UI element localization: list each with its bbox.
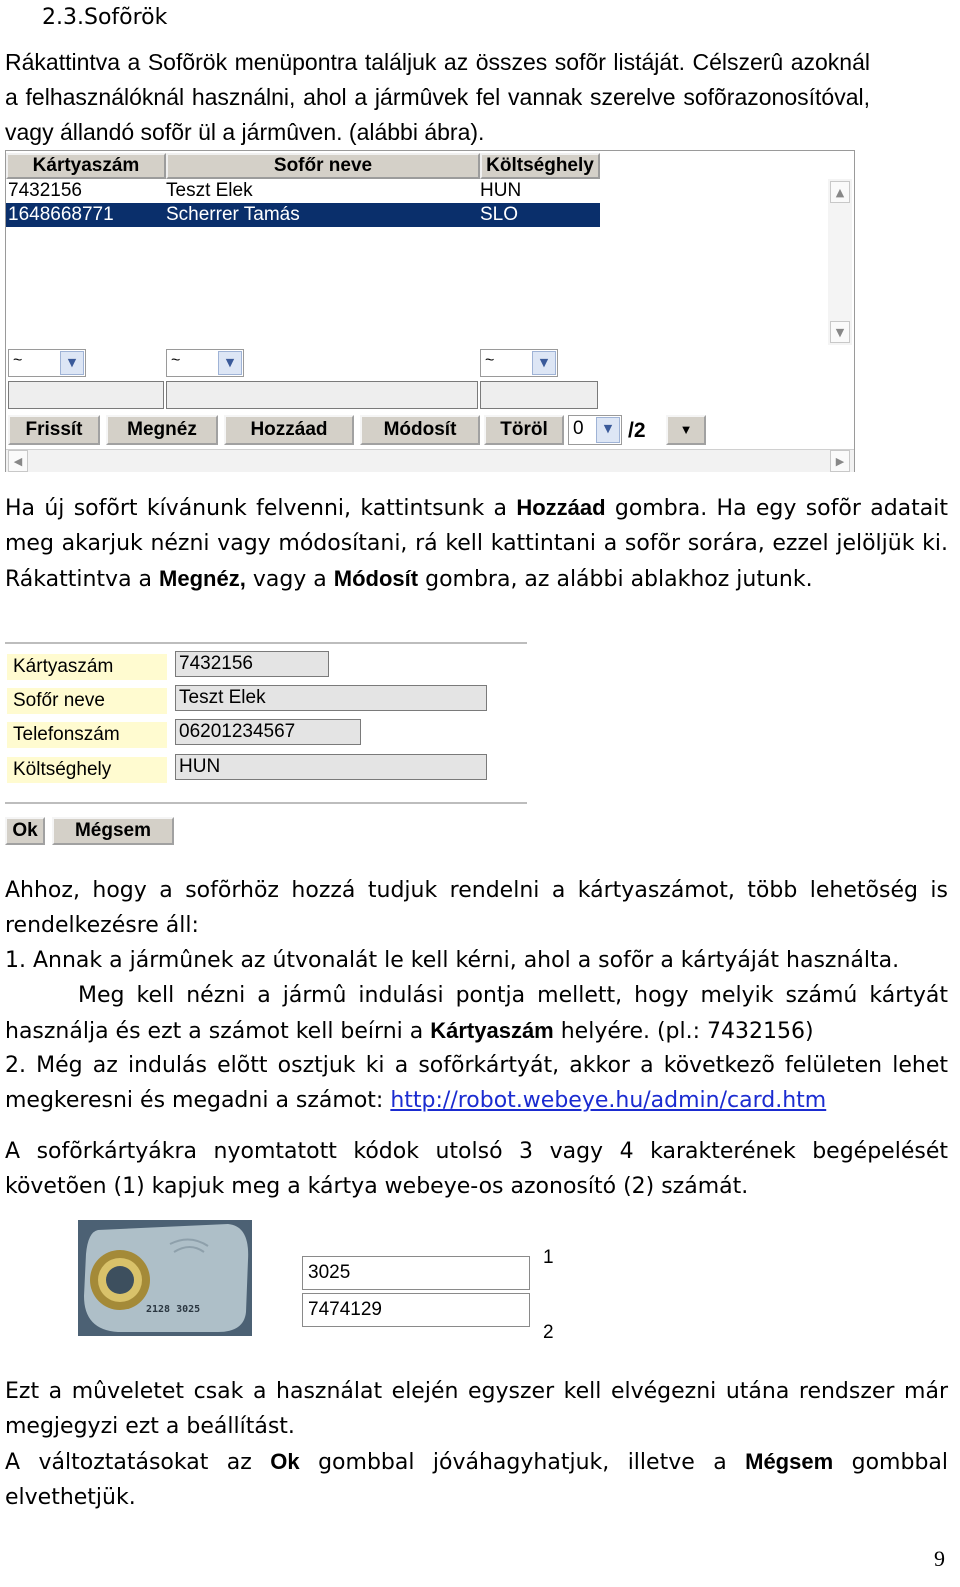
filter-cost-input[interactable] (480, 381, 598, 409)
label-card: Kártyaszám (7, 654, 167, 680)
column-header-card[interactable]: Kártyaszám (6, 153, 166, 179)
label-phone: Telefonszám (7, 722, 167, 748)
phone-field[interactable]: 06201234567 (175, 719, 361, 745)
filter-card-select[interactable] (8, 349, 86, 377)
page-number: 9 (934, 1546, 945, 1571)
page-total: /2 (628, 419, 646, 442)
filter-cost-select[interactable] (480, 349, 558, 377)
driver-name-field[interactable]: Teszt Elek (175, 685, 487, 711)
paragraph-2: Ha új sofõrt kívánunk felvenni, kattintsunk a Hozzáad gombra. Ha egy sofõr adatait meg akarjuk nézni vagy módosítani, rá kell kattintani a sofõr sorára, ezzel jelöljük ki. Rákattintva a Megnéz, vagy a Módosít gombra, az alábbi ablakhoz jutunk. (5, 495, 948, 592)
driver-list-grid (5, 150, 855, 472)
page-current: 0 (573, 418, 584, 439)
cost-center-field[interactable]: HUN (175, 754, 487, 780)
list-item-1-detail: Meg kell nézni a jármû indulási pontja mellett, hogy melyik számú kártyát használja és ezt a számot kell beírni a Kártyaszám helyére. (pl.: 7432156) (5, 983, 948, 1044)
driver-edit-form (5, 642, 527, 804)
filter-cost-value: ~ (485, 352, 495, 369)
chevron-down-icon[interactable]: ▼ (596, 417, 620, 443)
scroll-right-icon[interactable]: ▶ (830, 450, 850, 472)
row1-cost[interactable]: HUN (480, 180, 522, 201)
driver-card-photo (78, 1220, 252, 1336)
paragraph-5: Ezt a mûveletet csak a használat elején egyszer kell elvégezni utána rendszer már megjegyzi ezt a beállítást. (5, 1379, 948, 1439)
filter-card-value: ~ (13, 352, 23, 369)
horizontal-scrollbar[interactable] (6, 449, 854, 472)
row2-cost[interactable]: SLO (480, 204, 519, 225)
scroll-left-icon[interactable]: ◀ (8, 450, 28, 472)
intro-paragraph: Rákattintva a Sofõrök menüpontra találjuk az összes sofõr listáját. Célszerû azoknál a felhasználóknál használni, ahol a jármûvek fel vannak szerelve sofõrazonosítóval, vagy állandó sofõr ül a jármûven. (alábbi ábra). (5, 49, 870, 145)
section-heading: 2.3.Sofõrök (42, 5, 168, 30)
label-name: Sofőr neve (7, 688, 167, 714)
row1-name[interactable]: Teszt Elek (166, 180, 253, 201)
label-cost: Költséghely (7, 757, 167, 783)
scroll-down-icon[interactable]: ▼ (830, 321, 850, 343)
paragraph-4: A sofõrkártyákra nyomtatott kódok utolsó 3 vagy 4 karakterének begépelését követõen (1) kapjuk meg a kártya webeye-os azonosító (2) számát. (5, 1139, 948, 1199)
view-button[interactable]: Megnéz (106, 415, 218, 445)
callout-1: 1 (543, 1247, 554, 1268)
caret-down-icon[interactable]: ▼ (666, 415, 706, 445)
list-item-1: 1. Annak a jármûnek az útvonalát le kell kérni, ahol a sofõr a kártyáját használta. (5, 948, 900, 973)
row2-name[interactable]: Scherrer Tamás (166, 204, 300, 225)
card-code-input[interactable]: 3025 (302, 1256, 530, 1290)
callout-2: 2 (543, 1322, 554, 1343)
scroll-up-icon[interactable]: ▲ (830, 181, 850, 203)
add-button[interactable]: Hozzáad (224, 415, 354, 445)
card-page-link[interactable]: http://robot.webeye.hu/admin/card.htm (390, 1088, 827, 1113)
refresh-button[interactable]: Frissít (8, 415, 100, 445)
row1-card[interactable]: 7432156 (8, 180, 82, 201)
paragraph-3: Ahhoz, hogy a sofõrhöz hozzá tudjuk rendelni a kártyaszámot, több lehetõség is rendelkezésre áll: (5, 878, 948, 938)
card-id-output: 7474129 (302, 1293, 530, 1327)
filter-name-select[interactable] (166, 349, 244, 377)
filter-name-value: ~ (171, 352, 181, 369)
column-header-name[interactable]: Sofőr neve (166, 153, 480, 179)
filter-card-input[interactable] (8, 381, 164, 409)
chevron-down-icon[interactable]: ▼ (60, 351, 84, 375)
chevron-down-icon[interactable]: ▼ (532, 351, 556, 375)
filter-name-input[interactable] (166, 381, 478, 409)
ok-button[interactable]: Ok (5, 817, 45, 845)
chevron-down-icon[interactable]: ▼ (218, 351, 242, 375)
vertical-scrollbar[interactable] (828, 179, 852, 345)
card-printed-code: 2128 3025 (146, 1304, 201, 1315)
modify-button[interactable]: Módosít (360, 415, 480, 445)
page-select[interactable] (568, 415, 622, 445)
delete-button[interactable]: Töröl (484, 415, 564, 445)
row2-card[interactable]: 1648668771 (8, 204, 114, 225)
card-number-field[interactable]: 7432156 (175, 651, 329, 677)
list-item-2: 2. Még az indulás elõtt osztjuk ki a sofõrkártyát, akkor a következõ felületen lehet megkeresni és megadni a számot: http://robot.webeye.hu/admin/card.htm (5, 1053, 948, 1113)
paragraph-6: A változtatásokat az Ok gombbal jóváhagyhatjuk, illetve a Mégsem gombbal elvethetjük. (5, 1449, 949, 1510)
column-header-cost[interactable]: Költséghely (480, 153, 600, 179)
rfid-keyfob-icon (78, 1220, 252, 1336)
cancel-button[interactable]: Mégsem (52, 817, 174, 845)
